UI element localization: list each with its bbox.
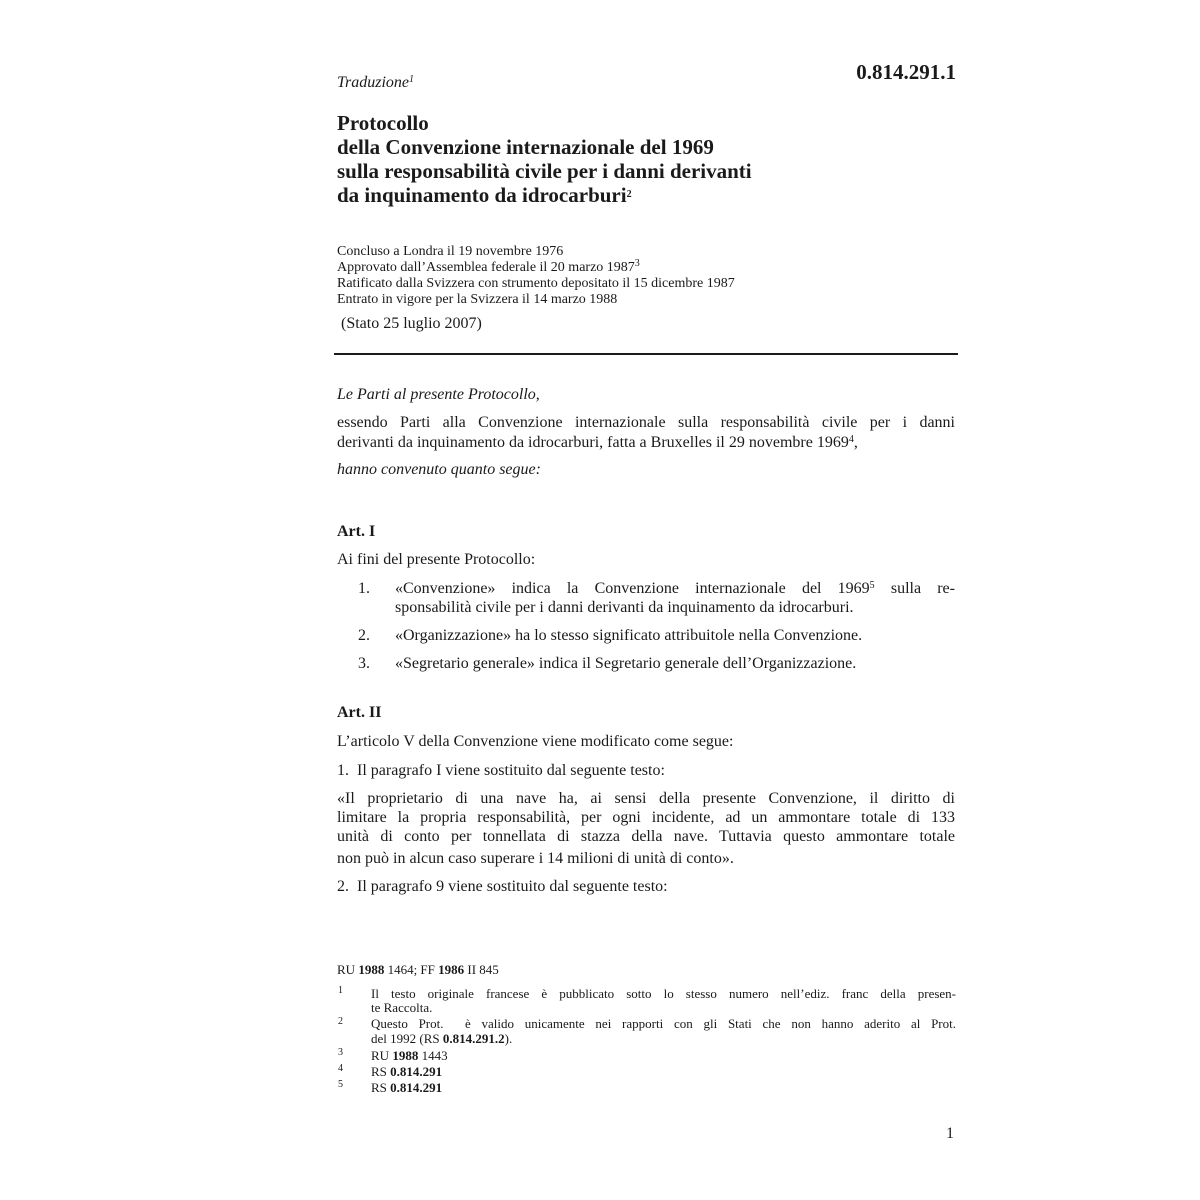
article-intro: Ai fini del presente Protocollo: bbox=[337, 551, 536, 568]
quoted-text-line: non può in alcun caso superare i 14 milioni di unità di conto». bbox=[337, 850, 734, 867]
preamble-agreed: hanno convenuto quanto segue: bbox=[337, 461, 541, 478]
article-intro: L’articolo V della Convenzione viene modificato come segue: bbox=[337, 733, 734, 750]
document-meta bbox=[337, 244, 735, 308]
paragraph-replacement: 2. Il paragrafo 9 viene sostituito dal seguente testo: bbox=[337, 878, 668, 895]
footnote-text: RU 1988 1443 bbox=[371, 1048, 448, 1063]
footnote-ref-1[interactable]: 1 bbox=[409, 74, 415, 85]
list-item: «Convenzione» indica la Convenzione internazionale del 1969$^5$ sulla re- bbox=[395, 580, 955, 597]
footnote-text: RS 0.814.291 bbox=[371, 1080, 443, 1095]
list-item: «Organizzazione» ha lo stesso significato attribuitole nella Convenzione. bbox=[395, 627, 863, 644]
footnote-ref-3[interactable]: 3 bbox=[634, 258, 640, 269]
meta-ratified: Ratificato dalla Svizzera con strumento depositato il 15 dicembre 1987 bbox=[337, 276, 735, 291]
meta-approved: Approvato dall’Assemblea federale il 20 marzo 1987$^3$ bbox=[337, 258, 640, 275]
page-number: 1 bbox=[946, 1125, 954, 1142]
footnote-text: te Raccolta. bbox=[371, 1000, 433, 1015]
footnote-number: 2 bbox=[338, 1016, 343, 1027]
list-item-number: 1. bbox=[358, 580, 370, 597]
footnote-number: 3 bbox=[338, 1047, 343, 1058]
footnote-ref-2[interactable]: 2 bbox=[626, 189, 632, 200]
list-item-continued: sponsabilità civile per i danni derivanti da inquinamento da idrocarburi. bbox=[395, 599, 854, 616]
quoted-text-line: unità di conto per tonnellata di stazza della nave. Tuttavia questo ammontare totale bbox=[337, 828, 955, 845]
meta-concluded: Concluso a Londra il 19 novembre 1976 bbox=[337, 244, 564, 259]
preamble-line: essendo Parti alla Convenzione internazionale sulla responsabilità civile per i danni bbox=[337, 414, 955, 431]
footnote-text: Questo Prot. è valido unicamente nei rapporti con gli Stati che non hanno aderito al Prot. bbox=[371, 1016, 956, 1031]
footnote-number: 5 bbox=[338, 1079, 343, 1090]
title-line: Protocollo bbox=[337, 111, 429, 135]
quoted-text-line: «Il proprietario di una nave ha, ai sensi della presente Convenzione, il diritto di bbox=[337, 790, 955, 807]
title-line: da inquinamento da idrocarburi$^2$ bbox=[337, 183, 632, 207]
quoted-text-line: limitare la propria responsabilità, per ogni incidente, ad un ammontare totale di 133 bbox=[337, 809, 955, 826]
header-divider bbox=[334, 353, 958, 355]
publication-reference: RU 1988 1464; FF 1986 II 845 bbox=[337, 962, 499, 977]
footnote-text: RS 0.814.291 bbox=[371, 1064, 443, 1079]
list-item-number: 2. bbox=[358, 627, 370, 644]
footnote-number: 4 bbox=[338, 1063, 343, 1074]
meta-in-force: Entrato in vigore per la Svizzera il 14 marzo 1988 bbox=[337, 292, 618, 307]
preamble-parties: Le Parti al presente Protocollo, bbox=[337, 386, 540, 403]
translation-label: Traduzione$^1$ bbox=[337, 74, 415, 91]
footnote-text: del 1992 (RS 0.814.291.2). bbox=[371, 1031, 513, 1046]
article-heading: Art. I bbox=[337, 523, 376, 540]
footnote-ref-5[interactable]: 5 bbox=[869, 580, 875, 591]
preamble-line: derivanti da inquinamento da idrocarburi, fatta a Bruxelles il 29 novembre 1969$^4$, bbox=[337, 434, 858, 451]
sr-number: 0.814.291.1 bbox=[856, 60, 956, 84]
list-item: «Segretario generale» indica il Segretario generale dell’Organizzazione. bbox=[395, 655, 857, 672]
title-line: della Convenzione internazionale del 1969 bbox=[337, 135, 714, 159]
article-heading: Art. II bbox=[337, 704, 382, 721]
footnote-text: Il testo originale francese è pubblicato sotto lo stesso numero nell’ediz. franc della presen- bbox=[371, 986, 956, 1001]
list-item-number: 3. bbox=[358, 655, 370, 672]
footnote-ref-4[interactable]: 4 bbox=[848, 434, 854, 445]
title-line: sulla responsabilità civile per i danni derivanti bbox=[337, 159, 752, 183]
status-date: (Stato 25 luglio 2007) bbox=[341, 315, 482, 332]
paragraph-replacement: 1. Il paragrafo I viene sostituito dal seguente testo: bbox=[337, 762, 665, 779]
footnote-number: 1 bbox=[338, 985, 343, 996]
document-title bbox=[337, 111, 752, 207]
